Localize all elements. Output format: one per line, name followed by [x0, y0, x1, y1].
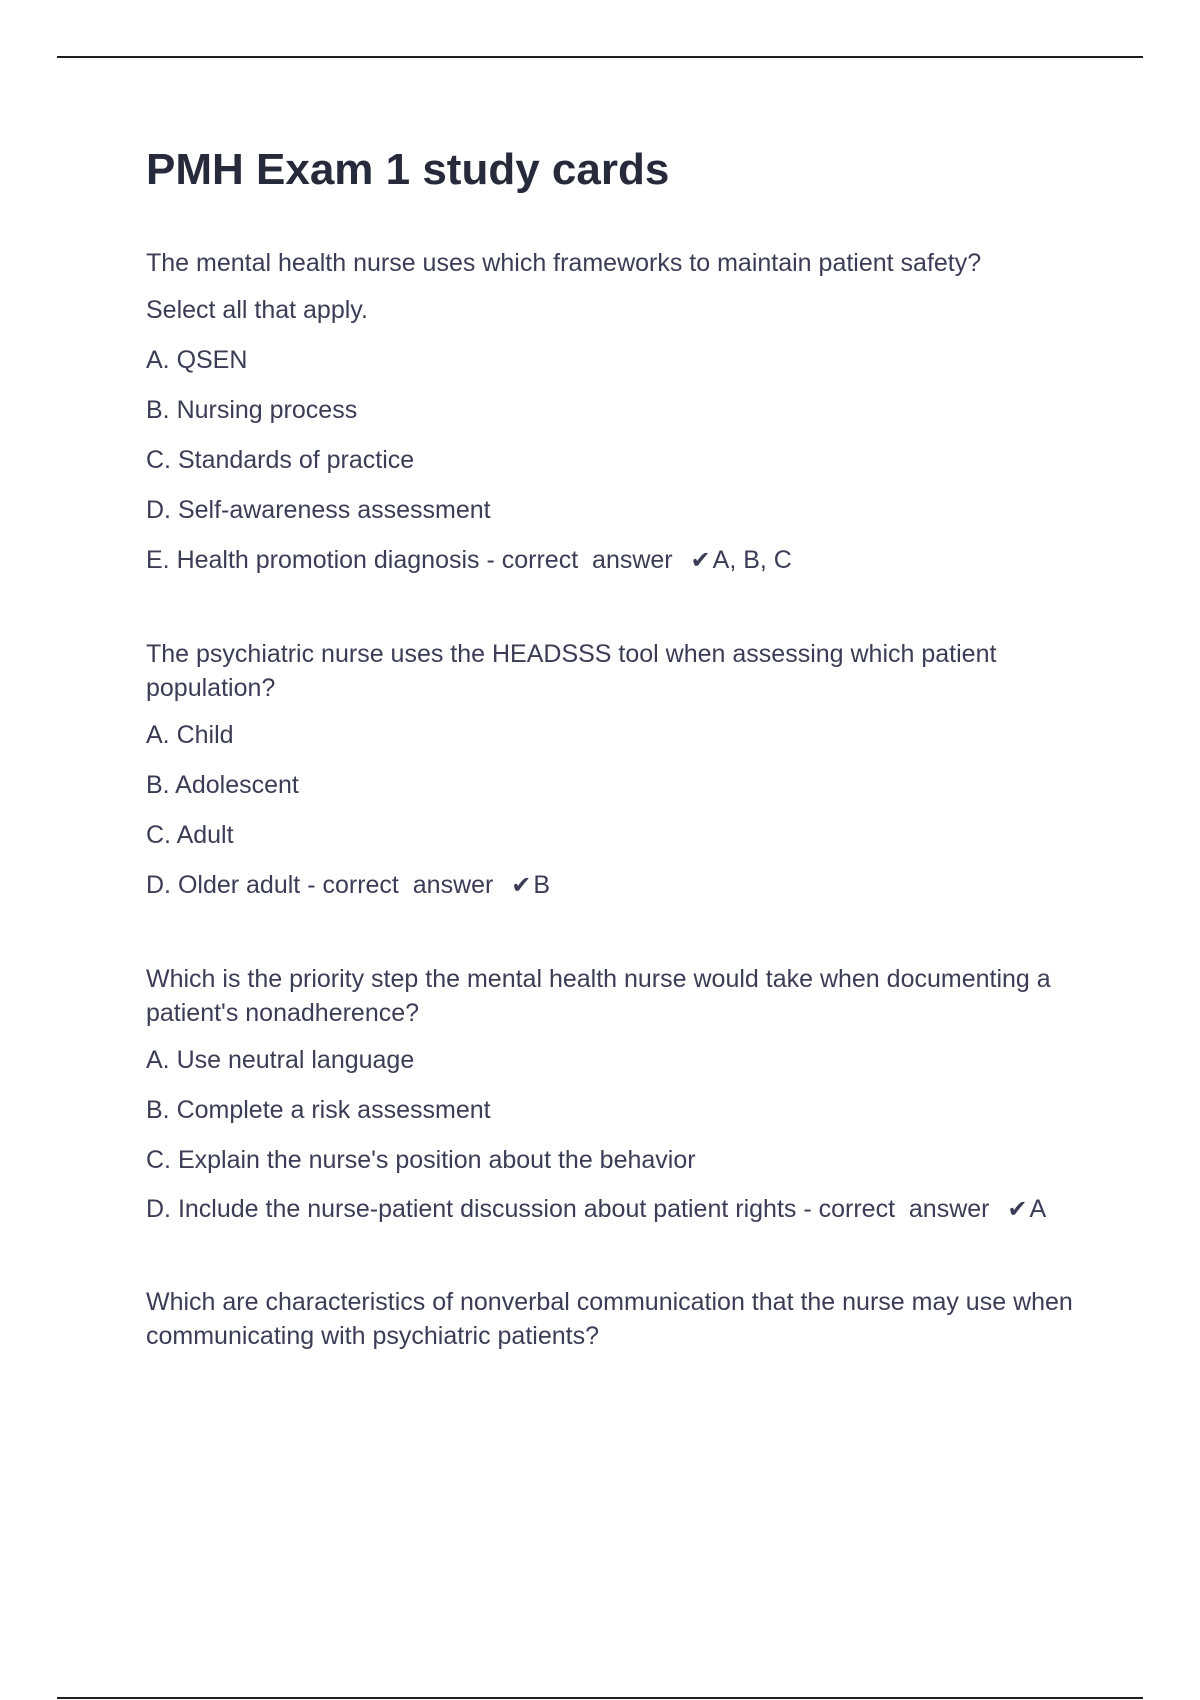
card-option-a: A. Child — [146, 721, 234, 749]
card-option-e-with-answer — [146, 542, 1086, 579]
correct-answer-label: - correct answer — [479, 546, 687, 574]
card-option-a: A. QSEN — [146, 346, 248, 374]
study-card-1 — [146, 246, 1086, 579]
card-option-c: C. Explain the nurse's position about the behavior — [146, 1146, 696, 1174]
document-body — [146, 140, 1086, 1411]
card-option-c: C. Standards of practice — [146, 446, 415, 474]
check-icon: ✔ — [1007, 1196, 1028, 1223]
card-option-b: B. Complete a risk assessment — [146, 1096, 491, 1124]
study-card-4 — [146, 1285, 1086, 1353]
bottom-rule — [57, 1697, 1143, 1699]
check-icon: ✔ — [690, 547, 711, 574]
card-option-a: A. Use neutral language — [146, 1046, 415, 1074]
card-question: Which are characteristics of nonverbal communication that the nurse may use when communicating with psychiatric patients? — [146, 1288, 1073, 1350]
correct-answer-value: A, B, C — [712, 546, 792, 574]
top-rule — [57, 56, 1143, 58]
study-card-3 — [146, 962, 1086, 1227]
card-question: The psychiatric nurse uses the HEADSSS tool when assessing which patient population? — [146, 640, 997, 702]
page-title: PMH Exam 1 study cards — [146, 145, 670, 194]
card-option-b: B. Adolescent — [146, 771, 299, 799]
card-option-d: D. Include the nurse-patient discussion about patient rights — [146, 1195, 797, 1223]
card-option-d: D. Older adult — [146, 871, 301, 899]
correct-answer-value: A — [1029, 1195, 1047, 1223]
card-option-b: B. Nursing process — [146, 396, 358, 424]
correct-answer-value: B — [533, 871, 551, 899]
card-instruction: Select all that apply. — [146, 296, 368, 324]
card-option-d-with-answer — [146, 1192, 1086, 1227]
card-option-d: D. Self-awareness assessment — [146, 496, 491, 524]
correct-answer-label: - correct answer — [300, 871, 508, 899]
study-card-2 — [146, 637, 1086, 904]
card-question: The mental health nurse uses which frameworks to maintain patient safety? — [146, 249, 982, 277]
check-icon: ✔ — [511, 872, 532, 899]
card-option-d-with-answer — [146, 867, 1086, 904]
card-option-c: C. Adult — [146, 821, 234, 849]
correct-answer-label: - correct answer — [796, 1195, 1004, 1223]
card-question: Which is the priority step the mental health nurse would take when documenting a patient's nonadherence? — [146, 965, 1051, 1027]
card-option-e: E. Health promotion diagnosis — [146, 546, 480, 574]
